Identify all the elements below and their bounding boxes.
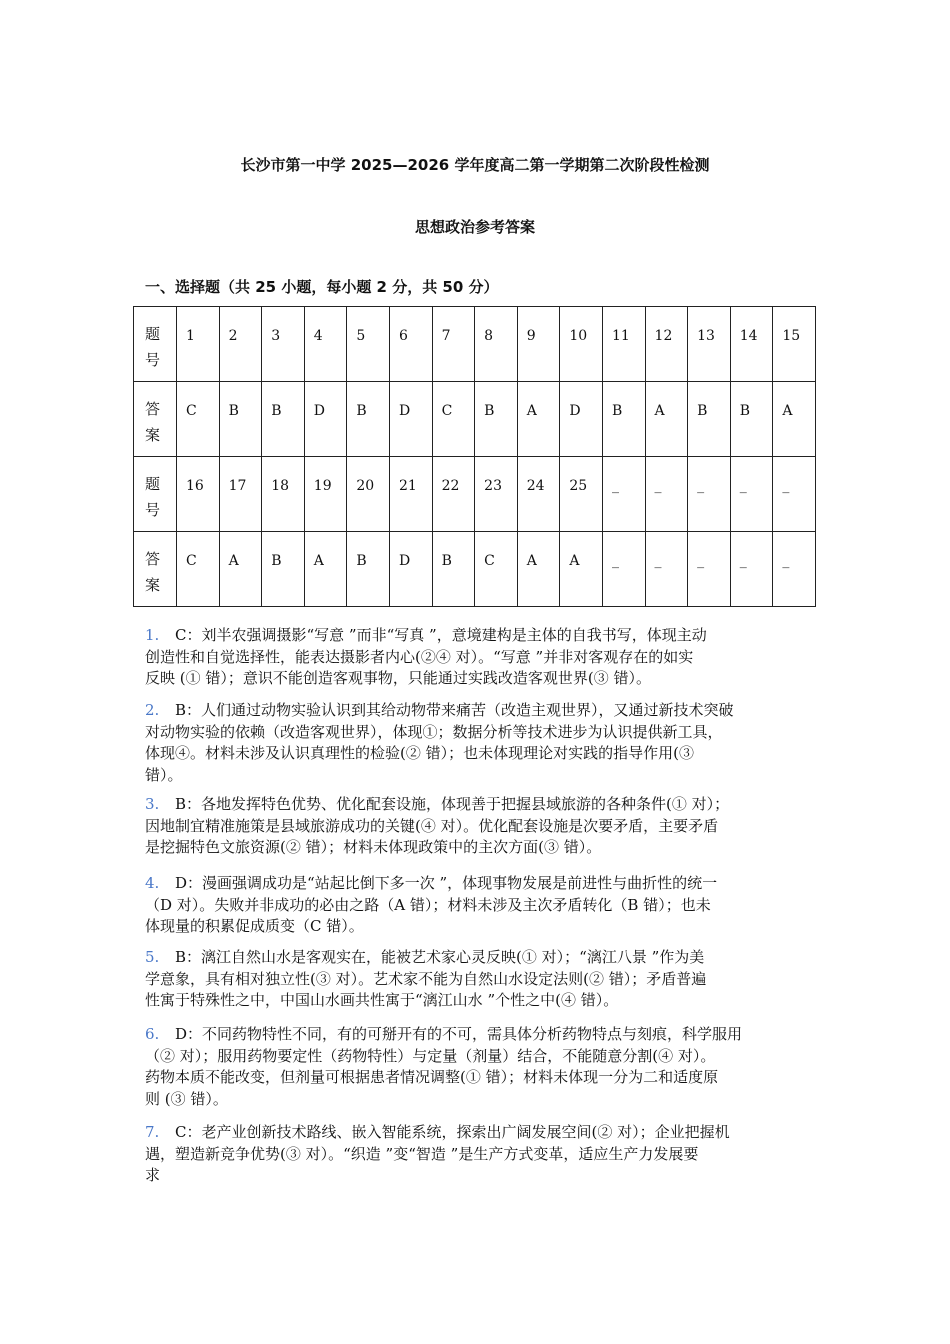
item-number: 1. bbox=[145, 626, 160, 644]
answer-explanation bbox=[145, 873, 717, 938]
table-cell: 4 bbox=[304, 307, 347, 382]
table-cell: 20 bbox=[347, 457, 390, 532]
table-cell: B bbox=[347, 382, 390, 457]
row-header bbox=[134, 382, 177, 457]
explanation-line bbox=[145, 647, 707, 669]
section-heading: 一、选择题（共 25 小题，每小题 2 分，共 50 分） bbox=[145, 278, 499, 296]
row-header-char: 题 bbox=[145, 475, 161, 493]
table-cell: _ bbox=[730, 457, 773, 532]
explanation-line bbox=[145, 1165, 730, 1187]
item-number: 5. bbox=[145, 948, 160, 966]
answer-explanation bbox=[145, 625, 707, 690]
table-cell: A bbox=[517, 532, 560, 607]
table-row bbox=[134, 457, 816, 532]
table-cell: _ bbox=[602, 457, 645, 532]
explanation-text: 遇，塑造新竞争优势(③ 对）。“织造 ”变“智造 ”是生产方式变革，适应生产力发展要 bbox=[145, 1144, 699, 1163]
explanation-text: 创造性和自觉选择性，能表达摄影者内心(②④ 对）。“写意 ”并非对客观存在的如实 bbox=[145, 647, 694, 666]
explanation-line bbox=[145, 1122, 730, 1144]
table-cell: _ bbox=[688, 457, 731, 532]
table-cell: A bbox=[219, 532, 262, 607]
explanation-line bbox=[145, 794, 729, 816]
table-cell: 24 bbox=[517, 457, 560, 532]
table-cell: B bbox=[602, 382, 645, 457]
table-cell: A bbox=[517, 382, 560, 457]
table-cell: C bbox=[177, 532, 220, 607]
row-header-char: 案 bbox=[145, 576, 161, 594]
table-cell: 7 bbox=[432, 307, 475, 382]
item-number: 6. bbox=[145, 1025, 160, 1043]
row-header-char: 答 bbox=[145, 400, 161, 418]
table-cell: 14 bbox=[730, 307, 773, 382]
explanation-text: C：老产业创新技术路线、嵌入智能系统，探索出广阔发展空间(② 对）；企业把握机 bbox=[175, 1123, 730, 1141]
explanation-line bbox=[145, 722, 734, 744]
table-cell: 1 bbox=[177, 307, 220, 382]
explanation-text: 性寓于特殊性之中，中国山水画共性寓于“漓江山水 ”个性之中(④ 错）。 bbox=[145, 991, 619, 1009]
explanation-line bbox=[145, 1144, 730, 1166]
table-cell: _ bbox=[602, 532, 645, 607]
table-cell: B bbox=[688, 382, 731, 457]
table-cell: B bbox=[730, 382, 773, 457]
explanation-text: 错）。 bbox=[145, 765, 183, 784]
row-header bbox=[134, 307, 177, 382]
table-cell: B bbox=[262, 382, 305, 457]
explanation-text: 是挖掘特色文旅资源(② 错）；材料未体现政策中的主次方面(③ 错）。 bbox=[145, 838, 602, 856]
row-header-char: 号 bbox=[145, 501, 161, 519]
table-cell: 25 bbox=[560, 457, 603, 532]
explanation-text: （D 对）。失败并非成功的必由之路（A 错）；材料未涉及主次矛盾转化（B 错）；也未 bbox=[145, 895, 711, 914]
explanation-line bbox=[145, 947, 706, 969]
table-cell: 15 bbox=[773, 307, 816, 382]
answer-explanation bbox=[145, 947, 706, 1012]
answer-explanation bbox=[145, 1024, 742, 1110]
table-cell: D bbox=[560, 382, 603, 457]
table-cell: B bbox=[432, 532, 475, 607]
row-header-char: 答 bbox=[145, 550, 161, 568]
explanation-line bbox=[145, 873, 717, 895]
explanation-line bbox=[145, 1067, 742, 1089]
explanation-text: 学意象，具有相对独立性(③ 对）。艺术家不能为自然山水设定法则(② 错）；矛盾普遍 bbox=[145, 969, 707, 988]
table-cell: C bbox=[432, 382, 475, 457]
table-cell: _ bbox=[730, 532, 773, 607]
explanation-line bbox=[145, 668, 707, 690]
table-cell: 19 bbox=[304, 457, 347, 532]
table-row bbox=[134, 382, 816, 457]
explanation-line bbox=[145, 990, 706, 1012]
table-cell: C bbox=[177, 382, 220, 457]
table-cell: _ bbox=[773, 532, 816, 607]
table-cell: A bbox=[645, 382, 688, 457]
table-cell: D bbox=[389, 382, 432, 457]
explanation-line bbox=[145, 765, 734, 787]
explanation-line bbox=[145, 1046, 742, 1068]
table-cell: B bbox=[475, 382, 518, 457]
table-cell: 17 bbox=[219, 457, 262, 532]
explanation-line bbox=[145, 700, 734, 722]
table-cell: 21 bbox=[389, 457, 432, 532]
table-cell: 9 bbox=[517, 307, 560, 382]
answer-explanation bbox=[145, 1122, 730, 1187]
table-cell: D bbox=[389, 532, 432, 607]
table-row bbox=[134, 307, 816, 382]
table-cell: 11 bbox=[602, 307, 645, 382]
explanation-line bbox=[145, 837, 729, 859]
explanation-text: 求 bbox=[145, 1166, 161, 1184]
table-cell: 22 bbox=[432, 457, 475, 532]
explanation-line bbox=[145, 1089, 742, 1111]
explanation-text: C：刘半农强调摄影“写意 ”而非“写真 ”，意境建构是主体的自我书写，体现主动 bbox=[175, 626, 707, 644]
explanation-text: 对动物实验的依赖（改造客观世界），体现①；数据分析等技术进步为认识提供新工具， bbox=[145, 722, 723, 741]
explanation-text: （② 对）；服用药物要定性（药物特性）与定量（剂量）结合，不能随意分割(④ 对）。 bbox=[145, 1046, 716, 1065]
table-cell: A bbox=[560, 532, 603, 607]
table-cell: 10 bbox=[560, 307, 603, 382]
table-cell: C bbox=[475, 532, 518, 607]
table-cell: B bbox=[347, 532, 390, 607]
explanation-line bbox=[145, 916, 717, 938]
explanation-text: B：各地发挥特色优势、优化配套设施，体现善于把握县域旅游的各种条件(① 对）； bbox=[175, 795, 730, 813]
table-cell: 2 bbox=[219, 307, 262, 382]
table-cell: D bbox=[304, 382, 347, 457]
table-cell: B bbox=[219, 382, 262, 457]
table-cell: 12 bbox=[645, 307, 688, 382]
document-subtitle: 思想政治参考答案 bbox=[414, 218, 535, 236]
table-cell: _ bbox=[645, 457, 688, 532]
explanation-line bbox=[145, 816, 729, 838]
row-header bbox=[134, 457, 177, 532]
answer-table bbox=[133, 306, 816, 607]
table-cell: _ bbox=[688, 532, 731, 607]
table-cell: 6 bbox=[389, 307, 432, 382]
explanation-text: D：不同药物特性不同，有的可掰开有的不可，需具体分析药物特点与刻痕，科学服用 bbox=[175, 1025, 743, 1043]
table-cell: A bbox=[773, 382, 816, 457]
item-number: 4. bbox=[145, 874, 160, 892]
explanation-text: 反映 (① 错）；意识不能创造客观事物，只能通过实践改造客观世界(③ 错）。 bbox=[145, 669, 652, 687]
explanation-line bbox=[145, 895, 717, 917]
explanation-text: 体现量的积累促成质变（C 错）。 bbox=[145, 917, 364, 935]
explanation-line bbox=[145, 743, 734, 765]
table-cell: 16 bbox=[177, 457, 220, 532]
explanation-text: 药物本质不能改变，但剂量可根据患者情况调整(① 错）；材料未体现一分为二和适度原 bbox=[145, 1068, 719, 1086]
row-header-char: 题 bbox=[145, 325, 161, 343]
table-cell: _ bbox=[645, 532, 688, 607]
explanation-line bbox=[145, 1024, 742, 1046]
answer-explanation bbox=[145, 700, 734, 786]
answer-explanation bbox=[145, 794, 729, 859]
table-cell: 13 bbox=[688, 307, 731, 382]
explanation-text: B：人们通过动物实验认识到其给动物带来痛苦（改造主观世界），又通过新技术突破 bbox=[175, 701, 734, 719]
table-cell: 18 bbox=[262, 457, 305, 532]
item-number: 2. bbox=[145, 701, 160, 719]
explanation-text: 则 (③ 错）。 bbox=[145, 1089, 228, 1108]
explanation-text: B：漓江自然山水是客观实在，能被艺术家心灵反映(① 对）；“漓江八景 ”作为美 bbox=[175, 948, 705, 966]
table-cell: 23 bbox=[475, 457, 518, 532]
table-cell: _ bbox=[773, 457, 816, 532]
explanation-line bbox=[145, 625, 707, 647]
table-cell: 8 bbox=[475, 307, 518, 382]
row-header bbox=[134, 532, 177, 607]
explanation-text: D：漫画强调成功是“站起比倒下多一次 ”，体现事物发展是前进性与曲折性的统一 bbox=[175, 874, 718, 892]
table-row bbox=[134, 532, 816, 607]
explanation-line bbox=[145, 969, 706, 991]
item-number: 7. bbox=[145, 1123, 160, 1141]
table-cell: A bbox=[304, 532, 347, 607]
document-title: 长沙市第一中学 2025—2026 学年度高二第一学期第二次阶段性检测 bbox=[240, 156, 710, 174]
explanation-text: 体现④。材料未涉及认识真理性的检验(② 错）；也未体现理论对实践的指导作用(③ bbox=[145, 744, 694, 762]
item-number: 3. bbox=[145, 795, 160, 813]
table-cell: B bbox=[262, 532, 305, 607]
row-header-char: 案 bbox=[145, 426, 161, 444]
table-cell: 3 bbox=[262, 307, 305, 382]
table-cell: 5 bbox=[347, 307, 390, 382]
explanation-text: 因地制宜精准施策是县域旅游成功的关键(④ 对）。优化配套设施是次要矛盾，主要矛盾 bbox=[145, 816, 719, 835]
row-header-char: 号 bbox=[145, 351, 161, 369]
